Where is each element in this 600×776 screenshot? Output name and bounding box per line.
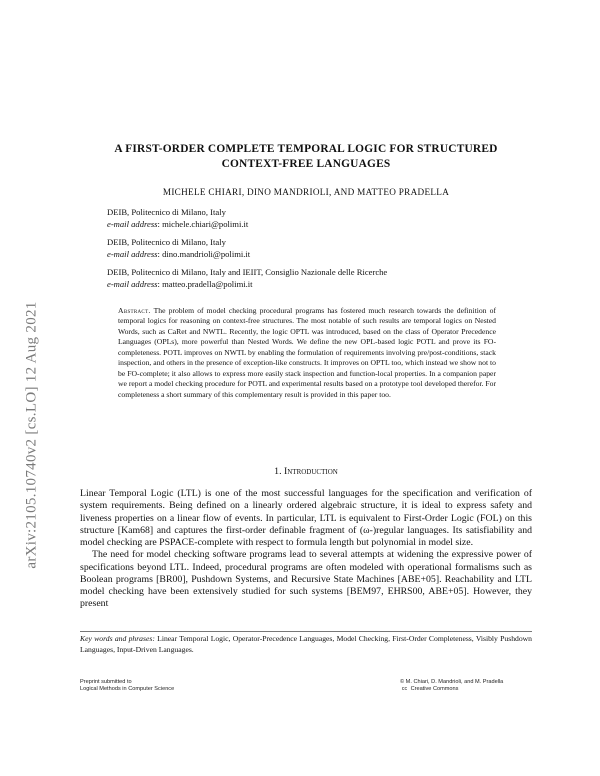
affiliation-institution: DEIB, Politecnico di Milano, Italy: [107, 207, 226, 217]
paper-title: [80, 142, 532, 172]
affiliation-email: dino.mandrioli@polimi.it: [162, 248, 251, 259]
affiliation-email: matteo.pradella@polimi.it: [162, 278, 253, 289]
license-text: Creative Commons: [410, 686, 459, 693]
email-label: e-mail address: [107, 278, 158, 289]
paragraph: Linear Temporal Logic (LTL) is one of the most successful languages for the specification and verification of system requirements. Being defined on a linearly ordered algebraic structure, it is ideal to express safety and liveness properties on a linear flow of events. In particular, LTL is equivalent to First-Order Logic (FOL) on this structure [Kam68] and captures the first-order definable fragment of (ω-)regular languages. Its satisfiability and model checking are PSPACE-complete with respect to formula length but polynomial in model size.: [80, 488, 532, 548]
arxiv-stamp-text: arXiv:2105.10740v2 [cs.LO] 12 Aug 2021: [23, 301, 40, 569]
creative-commons-icon: cc: [401, 686, 408, 693]
footnote-rule: [80, 631, 532, 632]
title-line-1: A FIRST-ORDER COMPLETE TEMPORAL LOGIC FOR STRUCTURED: [114, 143, 498, 155]
affiliation-institution: DEIB, Politecnico di Milano, Italy: [107, 237, 226, 247]
keywords-footnote: [80, 634, 532, 655]
title-line-2: CONTEXT-FREE LANGUAGES: [221, 158, 391, 170]
section-title: Introduction: [283, 466, 338, 477]
affiliation-2: [107, 237, 250, 260]
abstract: [118, 306, 496, 400]
copyright-text: © M. Chiari, D. Mandrioli, and M. Pradella: [400, 679, 504, 685]
keywords-label: Key words and phrases:: [80, 634, 155, 643]
abstract-heading: Abstract.: [118, 306, 151, 315]
affiliation-email: michele.chiari@polimi.it: [162, 218, 249, 229]
author-list: MICHELE CHIARI, DINO MANDRIOLI, AND MATTEO PRADELLA: [162, 187, 450, 197]
footer-venue-line-2: Logical Methods in Computer Science: [80, 686, 175, 693]
section-number: 1.: [274, 466, 282, 477]
affiliation-1: [107, 207, 248, 230]
email-label: e-mail address: [107, 218, 158, 229]
arxiv-stamp: [14, 205, 50, 665]
license-line: [400, 686, 503, 693]
section-heading: [80, 466, 532, 477]
footer-venue: [80, 679, 174, 694]
affiliation-email-line: e-mail address: matteo.pradella@polimi.it: [107, 278, 253, 289]
footer-venue-line-1: Preprint submitted to: [80, 679, 132, 685]
introduction-body: [80, 488, 532, 611]
affiliation-institution: DEIB, Politecnico di Milano, Italy and IEIIT, Consiglio Nazionale delle Ricerche: [107, 267, 388, 277]
affiliation-email-line: e-mail address: dino.mandrioli@polimi.it: [107, 248, 251, 259]
affiliation-email-line: e-mail address: michele.chiari@polimi.it: [107, 218, 249, 229]
paragraph: The need for model checking software programs lead to several attempts at widening the expressive power of specifications beyond LTL. Indeed, procedural programs are often modeled with operational formalisms such as Boolean programs [BR00], Pushdown Systems, and Recursive State Machines [ABE+05]. Reachability and LTL model checking have been extensively studied for such systems [BEM97, EHRS00, ABE+05]. However, they present: [80, 549, 532, 610]
affiliation-3: [107, 267, 387, 290]
email-label: e-mail address: [107, 248, 158, 259]
footer-copyright: [400, 679, 503, 694]
keywords-text: Linear Temporal Logic, Operator-Precedence Languages, Model Checking, First-Order Completeness, Visibly Pushdown Languages, Input-Driven Languages.: [80, 634, 532, 654]
abstract-text: The problem of model checking procedural programs has fostered much research towards the definition of temporal logics for reasoning on context-free structures. The most notable of such results are temporal logics on Nested Words, such as CaRet and NWTL. Recently, the logic OPTL was introduced, based on the class of Operator Precedence Languages (OPLs), more powerful than Nested Words. We define the new OPL-based logic POTL and prove its FO-completeness. POTL improves on NWTL by enabling the formulation of requirements involving pre/post-conditions, stack inspection, and others in the presence of exception-like constructs. It improves on OPTL too, which instead we show not to be FO-complete; it also allows to express more easily stack inspection and function-local properties. In a companion paper we report a model checking procedure for POTL and experimental results based on a prototype tool developed therefor. For completeness a short summary of this complementary result is provided in this paper too.: [118, 306, 497, 399]
